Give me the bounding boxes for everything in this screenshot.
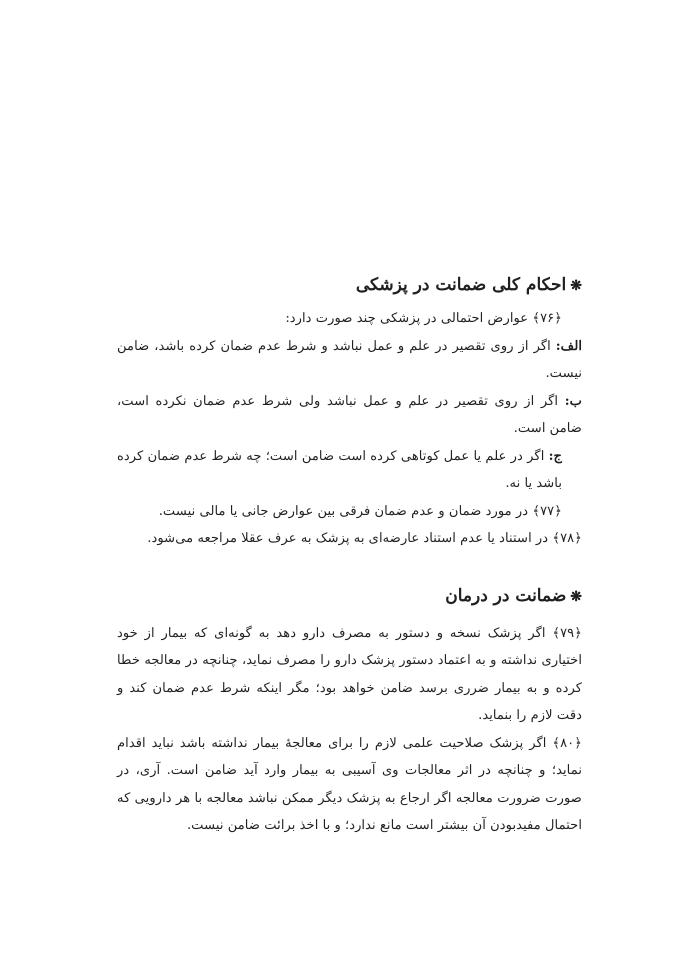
case-be bbox=[117, 388, 582, 443]
rule-77 bbox=[117, 498, 582, 526]
section-heading-treatment bbox=[117, 581, 582, 612]
asterism-icon: ❋ bbox=[570, 278, 582, 294]
rule-79 bbox=[117, 620, 582, 730]
rule-text: عوارض احتمالی در پزشکی چند صورت دارد: bbox=[285, 311, 533, 326]
case-jim bbox=[117, 443, 582, 498]
case-text: اگر در علم یا عمل کوتاهی کرده است ضامن است؛ چه شرط عدم ضمان کرده باشد یا نه. bbox=[117, 448, 562, 491]
asterism-icon: ❋ bbox=[570, 588, 582, 605]
rule-text: در استناد یا عدم استناد عارضه‌ای به پزشک به عرف عقلا مراجعه می‌شود. bbox=[147, 531, 553, 546]
case-label: ب: bbox=[564, 393, 582, 409]
rule-number: ﴿۷۹﴾ bbox=[552, 625, 582, 641]
case-text: اگر از روی تقصیر در علم و عمل نباشد ولی شرط عدم ضمان نکرده است، ضامن است. bbox=[117, 393, 582, 436]
rule-80 bbox=[117, 730, 582, 840]
rule-number: ﴿۷۷﴾ bbox=[532, 503, 562, 519]
case-alef bbox=[117, 333, 582, 388]
case-label: ج: bbox=[548, 448, 562, 464]
rule-number: ﴿۸۰﴾ bbox=[552, 735, 582, 751]
case-label: الف: bbox=[555, 338, 582, 354]
rule-76 bbox=[117, 305, 582, 333]
section-heading-general bbox=[117, 270, 582, 301]
rule-78 bbox=[117, 525, 582, 553]
section-title: احکام کلی ضمانت در پزشکی bbox=[355, 275, 567, 295]
rule-text: اگر پزشک صلاحیت علمی لازم را برای معالجهٔ بیمار نداشته باشد نباید اقدام نماید؛ و چنانچه در اثر معالجات وی آسیبی به بیمار وارد آید ضامن است. آری، در صورت ضرورت معالجه اگر ارجاع به پزشک دیگر ممکن نباشد معالجه با هر دارویی که احتمال مفیدبودن آن بیشتر است مانع ندارد؛ و با اخذ برائت ضامن نیست. bbox=[117, 735, 582, 833]
section-title: ضمانت در درمان bbox=[445, 585, 567, 606]
case-text: اگر از روی تقصیر در علم و عمل نباشد و شرط عدم ضمان کرده باشد، ضامن نیست. bbox=[117, 338, 582, 381]
rule-text: اگر پزشک نسخه و دستور به مصرف دارو دهد به گونه‌ای که بیمار از خود اختیاری نداشته و به اعتماد دستور پزشک دارو را مصرف نماید، چنانچه در معالجه خطا کرده و به بیمار ضرری برسد ضامن خواهد بود؛ مگر اینکه شرط عدم ضمان کند و دقت لازم را بنماید. bbox=[117, 625, 582, 723]
rule-number: ﴿۷۶﴾ bbox=[532, 311, 562, 326]
rule-number: ﴿۷۸﴾ bbox=[552, 531, 582, 546]
book-page bbox=[117, 270, 582, 840]
rule-text: در مورد ضمان و عدم ضمان فرقی بین عوارض جانی یا مالی نیست. bbox=[158, 503, 533, 519]
